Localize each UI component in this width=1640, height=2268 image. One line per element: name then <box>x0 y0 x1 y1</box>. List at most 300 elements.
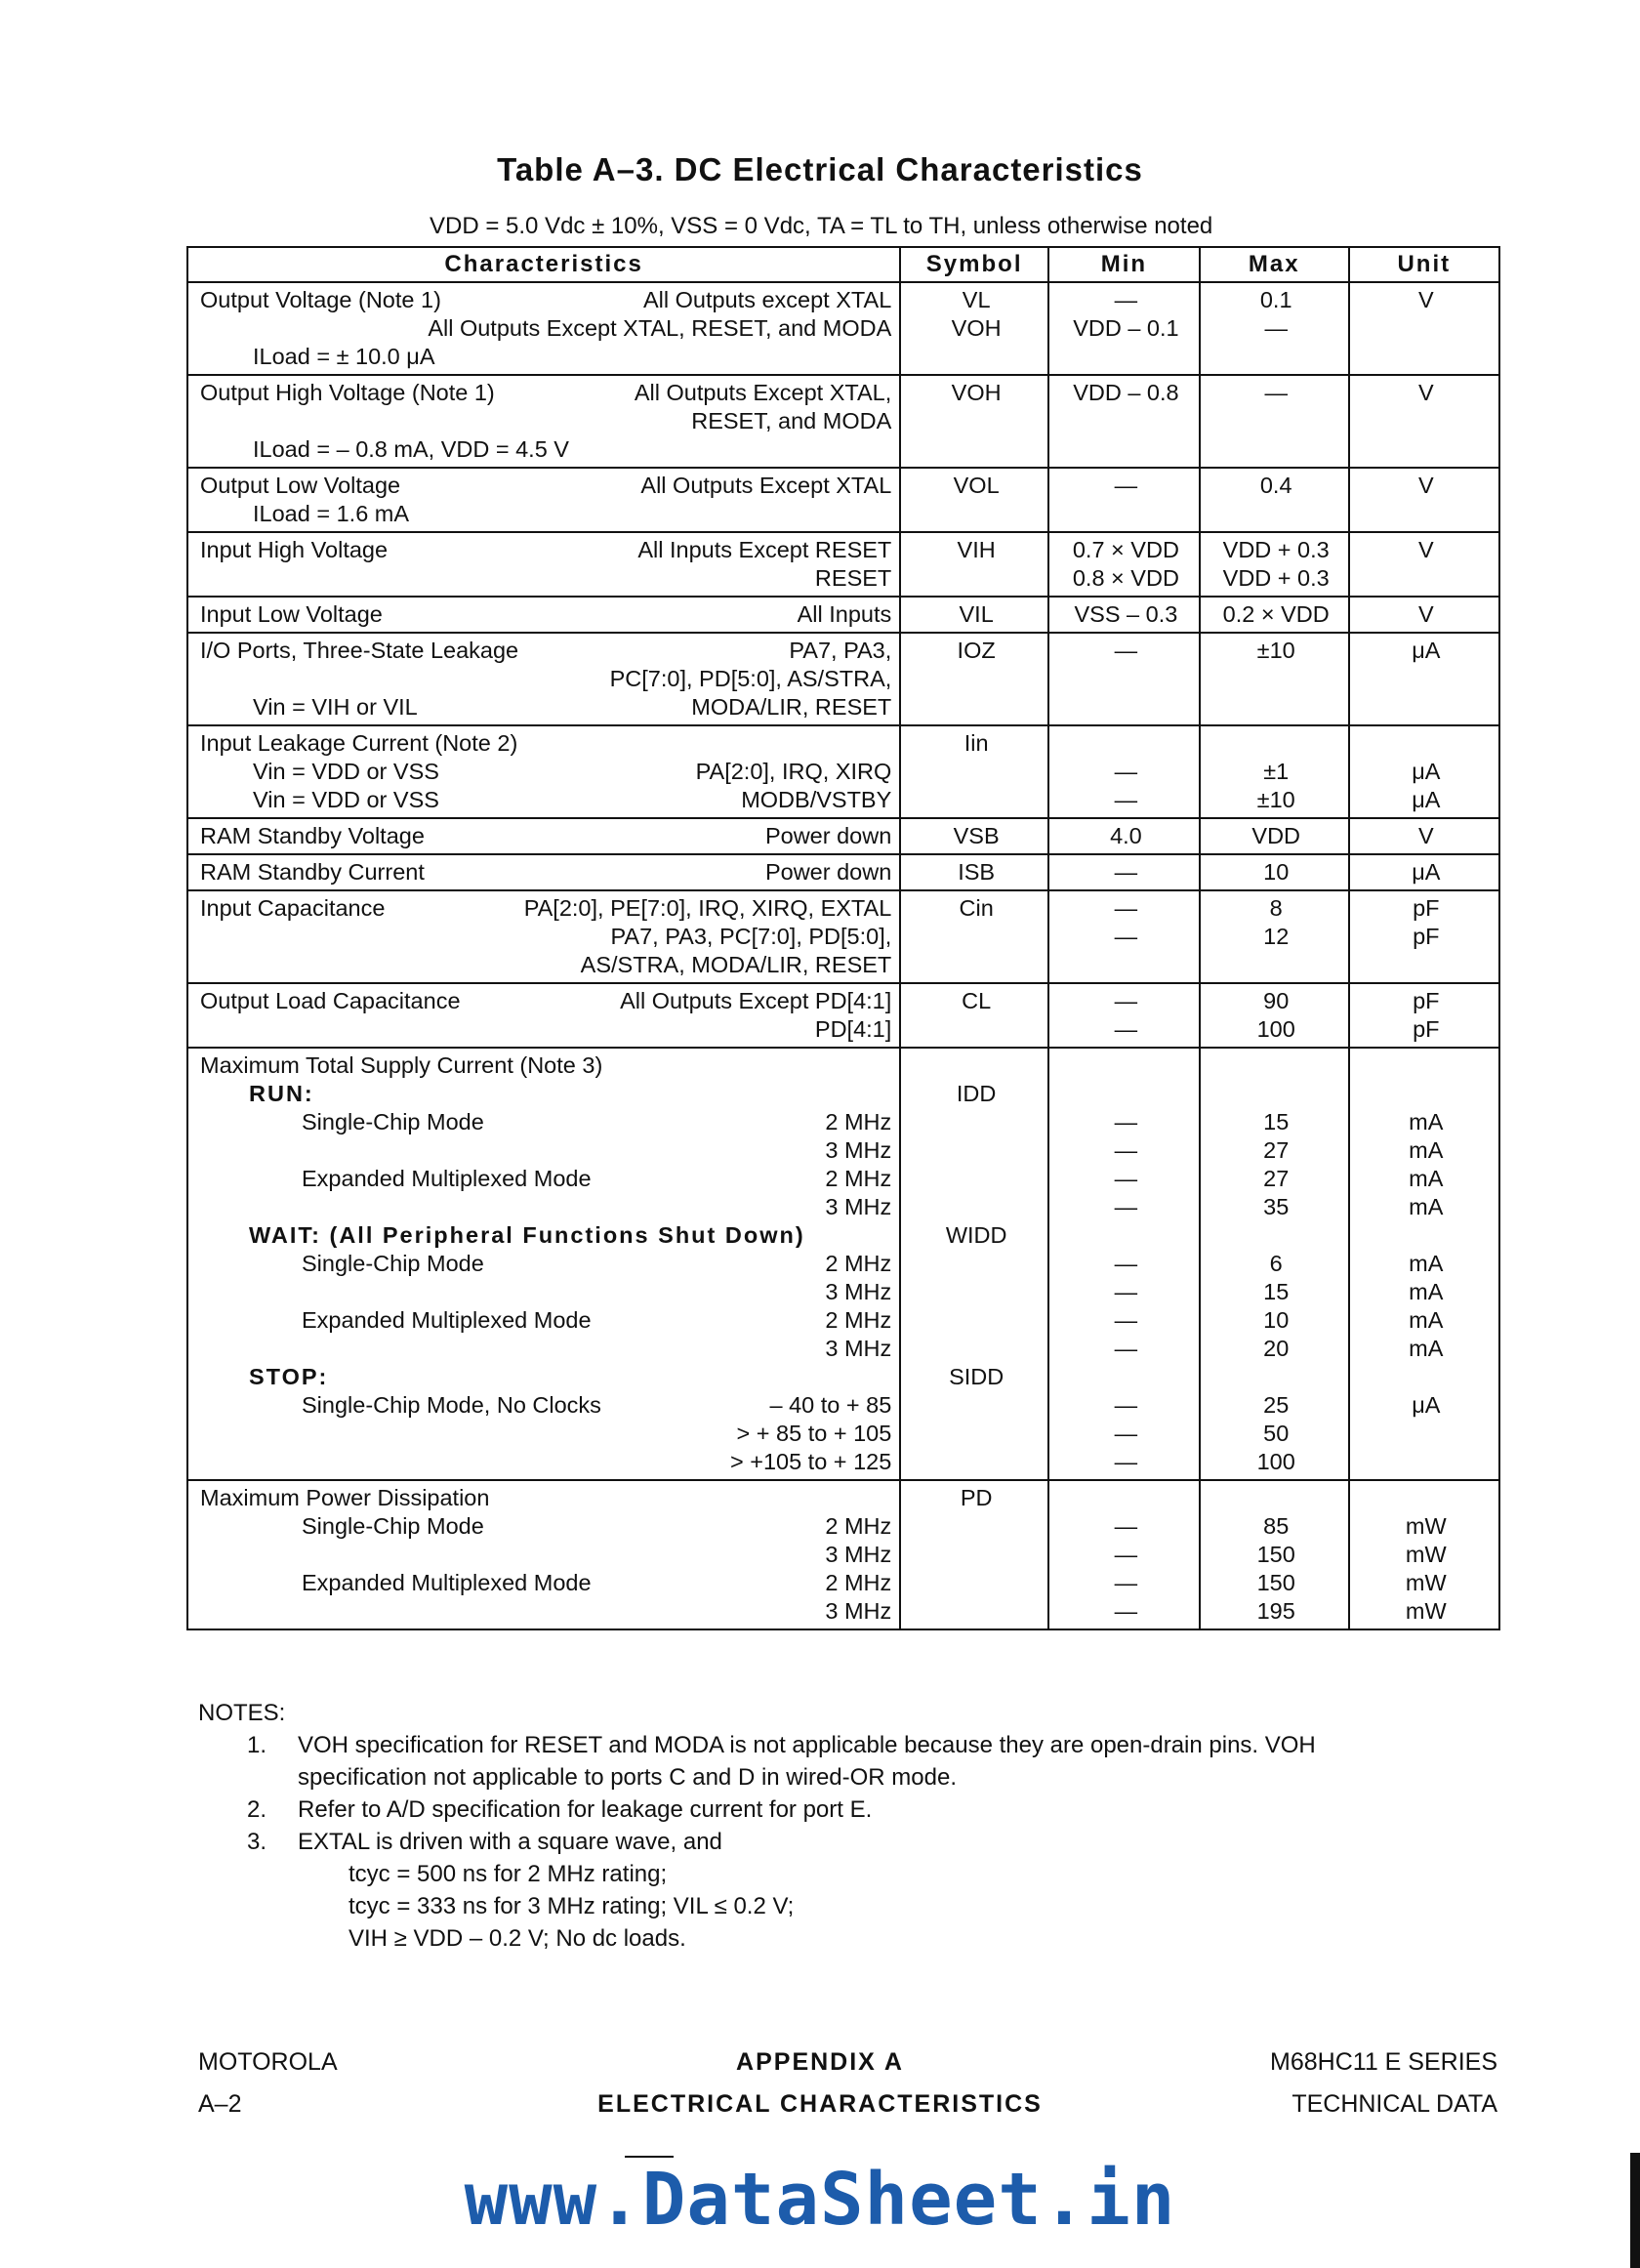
table-row <box>187 725 1499 818</box>
symbol-value: CL <box>962 988 992 1013</box>
unit-value <box>1362 1448 1491 1476</box>
min-cell <box>1048 532 1200 597</box>
min-value: — <box>1114 859 1138 885</box>
symbol-value: VOH <box>951 315 1002 341</box>
table-row <box>187 1480 1499 1629</box>
characteristic-condition: 3 MHz <box>825 1336 892 1361</box>
characteristic-cell <box>187 983 900 1048</box>
characteristic-label: Vin = VIH or VIL <box>253 694 418 720</box>
symbol-value: VOH <box>951 380 1002 405</box>
unit-cell <box>1349 282 1499 375</box>
table-row <box>187 375 1499 468</box>
unit-cell <box>1349 1048 1499 1480</box>
max-value: VDD <box>1251 823 1301 848</box>
max-cell <box>1200 983 1349 1048</box>
table-row <box>187 468 1499 532</box>
max-value <box>1212 1080 1340 1108</box>
max-value: ±10 <box>1256 638 1295 663</box>
min-value: — <box>1114 924 1138 949</box>
characteristic-cell <box>187 1048 900 1480</box>
dc-characteristics-table <box>186 246 1500 1630</box>
unit-cell <box>1349 1480 1499 1629</box>
footer-doc-type: TECHNICAL DATA <box>1292 2090 1497 2118</box>
table-conditions: VDD = 5.0 Vdc ± 10%, VSS = 0 Vdc, TA = TL to TH, unless otherwise noted <box>430 213 1213 239</box>
unit-value: V <box>1417 537 1434 562</box>
unit-value: pF <box>1413 1016 1440 1042</box>
symbol-value <box>913 1250 1040 1278</box>
min-cell <box>1048 725 1200 818</box>
symbol-value <box>913 1052 1040 1080</box>
symbol-value: IDD <box>956 1081 997 1106</box>
unit-value: μA <box>1412 787 1441 812</box>
characteristic-condition: 2 MHz <box>825 1513 892 1539</box>
symbol-value: Cin <box>959 895 994 921</box>
unit-value: mA <box>1409 1166 1444 1191</box>
max-cell <box>1200 532 1349 597</box>
min-cell <box>1048 983 1200 1048</box>
characteristic-condition: 3 MHz <box>825 1598 892 1624</box>
symbol-value: Iin <box>964 730 989 756</box>
note-item <box>247 1826 1469 1955</box>
footer-section: ELECTRICAL CHARACTERISTICS <box>597 2090 1043 2118</box>
characteristic-label: Output Load Capacitance <box>200 988 461 1013</box>
unit-cell <box>1349 375 1499 468</box>
characteristic-condition: 2 MHz <box>825 1109 892 1134</box>
max-value: 0.1 <box>1259 287 1292 312</box>
unit-value: pF <box>1413 988 1440 1013</box>
footer-series: M68HC11 E SERIES <box>1270 2048 1497 2076</box>
min-cell <box>1048 818 1200 854</box>
table-row <box>187 983 1499 1048</box>
table-row <box>187 1048 1499 1480</box>
characteristic-label: STOP: <box>249 1364 329 1389</box>
max-value: 195 <box>1256 1598 1295 1624</box>
characteristic-condition: 3 MHz <box>825 1137 892 1163</box>
characteristic-condition: All Outputs Except XTAL <box>640 473 892 498</box>
table-header-row <box>187 247 1499 282</box>
max-value: 100 <box>1256 1449 1295 1474</box>
characteristic-label: Maximum Power Dissipation <box>200 1485 490 1510</box>
symbol-cell <box>900 532 1048 597</box>
characteristic-condition: 2 MHz <box>825 1166 892 1191</box>
symbol-cell <box>900 983 1048 1048</box>
characteristic-label: Single-Chip Mode, No Clocks <box>302 1392 601 1418</box>
watermark-link[interactable]: www.DataSheet.in <box>464 2158 1176 2242</box>
min-value: — <box>1114 1542 1138 1567</box>
table-row <box>187 633 1499 725</box>
min-value: — <box>1114 1598 1138 1624</box>
unit-cell <box>1349 983 1499 1048</box>
max-cell <box>1200 375 1349 468</box>
characteristic-condition: Power down <box>764 859 892 885</box>
characteristic-label: Single-Chip Mode <box>302 1109 484 1134</box>
characteristic-label: Input Capacitance <box>200 895 386 921</box>
characteristic-condition: PC[7:0], PD[5:0], AS/STRA, <box>609 666 892 691</box>
max-value: VDD + 0.3 <box>1222 565 1330 591</box>
characteristic-cell <box>187 725 900 818</box>
unit-cell <box>1349 633 1499 725</box>
symbol-cell <box>900 633 1048 725</box>
max-value: — <box>1264 380 1288 405</box>
characteristic-label: Expanded Multiplexed Mode <box>302 1307 592 1333</box>
symbol-value <box>913 1136 1040 1165</box>
max-cell <box>1200 468 1349 532</box>
max-cell <box>1200 1048 1349 1480</box>
note-text: Refer to A/D specification for leakage current for port E. <box>298 1796 873 1823</box>
min-value: — <box>1114 895 1138 921</box>
characteristic-condition: RESET <box>814 565 892 591</box>
characteristic-condition: All Inputs Except RESET <box>637 537 892 562</box>
characteristic-label: Maximum Total Supply Current (Note 3) <box>200 1052 603 1078</box>
characteristic-label: Vin = VDD or VSS <box>253 759 439 784</box>
characteristic-cell <box>187 633 900 725</box>
min-value: — <box>1114 1336 1138 1361</box>
note-item <box>247 1729 1469 1794</box>
max-value: 85 <box>1263 1513 1290 1539</box>
characteristic-label: Expanded Multiplexed Mode <box>302 1166 592 1191</box>
symbol-cell <box>900 818 1048 854</box>
characteristic-label: Output Low Voltage <box>200 473 401 498</box>
max-cell <box>1200 633 1349 725</box>
min-cell <box>1048 597 1200 633</box>
characteristic-label: Input Low Voltage <box>200 601 383 627</box>
characteristic-cell <box>187 532 900 597</box>
table-row <box>187 854 1499 890</box>
max-cell <box>1200 890 1349 983</box>
characteristic-cell <box>187 1480 900 1629</box>
max-value: — <box>1264 315 1288 341</box>
max-value: 15 <box>1263 1109 1290 1134</box>
characteristic-label: RUN: <box>249 1081 314 1106</box>
characteristic-condition: All Outputs except XTAL <box>643 287 892 312</box>
unit-cell <box>1349 818 1499 854</box>
characteristic-condition: All Outputs Except XTAL, <box>634 380 892 405</box>
symbol-value <box>913 1193 1040 1221</box>
symbol-value <box>913 1108 1040 1136</box>
min-value: — <box>1114 287 1138 312</box>
unit-cell <box>1349 532 1499 597</box>
min-value <box>1061 1080 1191 1108</box>
min-cell <box>1048 1480 1200 1629</box>
unit-value <box>1362 1221 1491 1250</box>
table-row <box>187 597 1499 633</box>
unit-value: V <box>1417 380 1434 405</box>
max-value: 8 <box>1269 895 1283 921</box>
min-cell <box>1048 375 1200 468</box>
min-value: — <box>1114 1194 1138 1219</box>
max-cell <box>1200 597 1349 633</box>
characteristic-label: I/O Ports, Three-State Leakage <box>200 638 519 663</box>
unit-value: pF <box>1413 924 1440 949</box>
min-value: — <box>1114 1392 1138 1418</box>
characteristic-cell <box>187 375 900 468</box>
characteristic-cell <box>187 890 900 983</box>
symbol-value <box>913 1306 1040 1335</box>
unit-cell <box>1349 890 1499 983</box>
min-cell <box>1048 633 1200 725</box>
symbol-value <box>913 1278 1040 1306</box>
symbol-cell <box>900 1048 1048 1480</box>
symbol-value: WIDD <box>945 1222 1007 1248</box>
unit-value: mW <box>1405 1570 1447 1595</box>
note-subtext: tcyc = 333 ns for 3 MHz rating; VIL ≤ 0.2 V; <box>348 1893 795 1919</box>
min-cell <box>1048 468 1200 532</box>
max-value: 35 <box>1263 1194 1290 1219</box>
symbol-cell <box>900 375 1048 468</box>
characteristic-condition: RESET, and MODA <box>691 408 892 433</box>
symbol-value <box>913 1335 1040 1363</box>
note-number: 3. <box>247 1829 267 1855</box>
min-cell <box>1048 282 1200 375</box>
min-value: — <box>1114 1016 1138 1042</box>
unit-value: mA <box>1409 1307 1444 1333</box>
unit-value <box>1362 1080 1491 1108</box>
note-text: VOH specification for RESET and MODA is not applicable because they are open-drain pins. VOH <box>298 1732 1316 1758</box>
symbol-cell <box>900 597 1048 633</box>
characteristic-label: Input Leakage Current (Note 2) <box>200 730 518 756</box>
symbol-value: SIDD <box>949 1364 1004 1389</box>
max-value <box>1212 1221 1340 1250</box>
max-value: 150 <box>1256 1570 1295 1595</box>
unit-value: mA <box>1409 1336 1444 1361</box>
min-value: — <box>1114 1279 1138 1304</box>
characteristic-label: Input High Voltage <box>200 537 389 562</box>
unit-value: V <box>1417 287 1434 312</box>
max-value: ±10 <box>1256 787 1295 812</box>
min-value: 0.8 × VDD <box>1072 565 1179 591</box>
symbol-cell <box>900 468 1048 532</box>
symbol-value: ISB <box>958 859 996 885</box>
max-value: 100 <box>1256 1016 1295 1042</box>
footer-appendix: APPENDIX A <box>736 2048 904 2076</box>
characteristic-condition: 3 MHz <box>825 1542 892 1567</box>
symbol-cell <box>900 1480 1048 1629</box>
unit-value <box>1362 1484 1491 1512</box>
footer-page-number: A–2 <box>198 2090 242 2118</box>
characteristic-label: Output Voltage (Note 1) <box>200 287 441 312</box>
characteristic-label: Single-Chip Mode <box>302 1513 484 1539</box>
max-value: 15 <box>1263 1279 1290 1304</box>
unit-value: V <box>1417 823 1434 848</box>
min-cell <box>1048 1048 1200 1480</box>
max-value <box>1212 1052 1340 1080</box>
characteristic-condition: AS/STRA, MODA/LIR, RESET <box>580 952 892 977</box>
characteristic-condition: – 40 to + 85 <box>769 1392 892 1418</box>
unit-value: mW <box>1405 1513 1447 1539</box>
min-value: 4.0 <box>1110 823 1142 848</box>
characteristic-label: Single-Chip Mode <box>302 1251 484 1276</box>
table-row <box>187 282 1499 375</box>
table-row <box>187 532 1499 597</box>
symbol-cell <box>900 725 1048 818</box>
unit-value: pF <box>1413 895 1440 921</box>
characteristic-condition: 2 MHz <box>825 1307 892 1333</box>
characteristic-label: Output High Voltage (Note 1) <box>200 380 495 405</box>
characteristic-label: ILoad = – 0.8 mA, VDD = 4.5 V <box>253 436 569 462</box>
max-cell <box>1200 1480 1349 1629</box>
max-value <box>1212 1363 1340 1391</box>
min-value: VDD – 0.8 <box>1073 380 1179 405</box>
symbol-value: VL <box>962 287 991 312</box>
unit-value: μA <box>1412 638 1441 663</box>
unit-value: μA <box>1412 859 1441 885</box>
min-value <box>1061 1363 1191 1391</box>
characteristic-condition: > + 85 to + 105 <box>736 1421 892 1446</box>
notes-section <box>198 1697 1469 1955</box>
max-value: 90 <box>1263 988 1290 1013</box>
max-value <box>1212 1484 1340 1512</box>
symbol-cell <box>900 282 1048 375</box>
max-value <box>1212 729 1340 758</box>
max-value: 6 <box>1269 1251 1283 1276</box>
characteristic-condition: 3 MHz <box>825 1279 892 1304</box>
note-text: EXTAL is driven with a square wave, and <box>298 1829 722 1855</box>
symbol-value <box>913 1165 1040 1193</box>
max-value: 150 <box>1256 1542 1295 1567</box>
min-value: — <box>1114 1166 1138 1191</box>
notes-heading: NOTES: <box>198 1700 286 1726</box>
table-body <box>187 282 1499 1629</box>
unit-cell <box>1349 725 1499 818</box>
max-value: VDD + 0.3 <box>1222 537 1330 562</box>
min-value: VDD – 0.1 <box>1073 315 1179 341</box>
characteristic-label: Expanded Multiplexed Mode <box>302 1570 592 1595</box>
max-value: 10 <box>1263 859 1290 885</box>
max-value: ±1 <box>1263 759 1290 784</box>
characteristic-cell <box>187 818 900 854</box>
unit-value: V <box>1417 473 1434 498</box>
characteristic-cell <box>187 468 900 532</box>
max-cell <box>1200 854 1349 890</box>
characteristic-condition: All Inputs <box>797 601 892 627</box>
note-number: 2. <box>247 1796 267 1823</box>
min-value: — <box>1114 759 1138 784</box>
table-title: Table A–3. DC Electrical Characteristics <box>497 151 1143 187</box>
symbol-cell <box>900 854 1048 890</box>
header-min: Min <box>1048 247 1200 282</box>
characteristic-cell <box>187 597 900 633</box>
notes-list <box>198 1729 1469 1955</box>
note-number: 1. <box>247 1732 267 1758</box>
unit-value: mA <box>1409 1137 1444 1163</box>
min-value: — <box>1114 1421 1138 1446</box>
max-value: 20 <box>1263 1336 1290 1361</box>
unit-value: mA <box>1409 1194 1444 1219</box>
min-value: — <box>1114 1449 1138 1474</box>
characteristic-label: RAM Standby Current <box>200 859 425 885</box>
unit-value: μA <box>1412 759 1441 784</box>
max-cell <box>1200 818 1349 854</box>
min-value: — <box>1114 787 1138 812</box>
min-value: — <box>1114 638 1138 663</box>
note-subtext: tcyc = 500 ns for 2 MHz rating; <box>348 1861 668 1887</box>
characteristic-condition: Power down <box>764 823 892 848</box>
note-subtext: VIH ≥ VDD – 0.2 V; No dc loads. <box>348 1925 686 1952</box>
min-value <box>1061 1484 1191 1512</box>
characteristic-label: Vin = VDD or VSS <box>253 787 439 812</box>
min-value: — <box>1114 1137 1138 1163</box>
symbol-value: PD <box>960 1485 993 1510</box>
max-value: 25 <box>1263 1392 1290 1418</box>
footer-brand: MOTOROLA <box>198 2048 338 2076</box>
symbol-value: IOZ <box>957 638 996 663</box>
unit-value: mW <box>1405 1598 1447 1624</box>
unit-value: mA <box>1409 1279 1444 1304</box>
symbol-value: VIL <box>959 601 994 627</box>
min-value: — <box>1114 1307 1138 1333</box>
unit-value: μA <box>1412 1392 1441 1418</box>
symbol-value: VSB <box>953 823 1000 848</box>
scan-edge-bar <box>1630 2153 1640 2268</box>
characteristic-label: RAM Standby Voltage <box>200 823 425 848</box>
min-value: — <box>1114 1109 1138 1134</box>
unit-value: mA <box>1409 1251 1444 1276</box>
max-value: 10 <box>1263 1307 1290 1333</box>
characteristic-condition: MODA/LIR, RESET <box>691 694 892 720</box>
max-value: 0.2 × VDD <box>1222 601 1330 627</box>
min-value: VSS – 0.3 <box>1074 601 1178 627</box>
min-value: — <box>1114 1570 1138 1595</box>
characteristic-condition: PA7, PA3, PC[7:0], PD[5:0], <box>610 924 892 949</box>
min-value: — <box>1114 1251 1138 1276</box>
unit-cell <box>1349 854 1499 890</box>
characteristic-condition: PA7, PA3, <box>789 638 892 663</box>
table-row <box>187 890 1499 983</box>
characteristic-condition: > +105 to + 125 <box>729 1449 892 1474</box>
min-value: — <box>1114 1513 1138 1539</box>
max-value: 27 <box>1263 1166 1290 1191</box>
symbol-cell <box>900 890 1048 983</box>
unit-cell <box>1349 597 1499 633</box>
min-value: — <box>1114 473 1138 498</box>
min-value <box>1061 1221 1191 1250</box>
max-value: 50 <box>1263 1421 1290 1446</box>
unit-value: V <box>1417 601 1434 627</box>
unit-value: mW <box>1405 1542 1447 1567</box>
characteristic-condition: All Outputs Except XTAL, RESET, and MODA <box>428 315 892 341</box>
max-cell <box>1200 725 1349 818</box>
characteristic-condition: PA[2:0], IRQ, XIRQ <box>695 759 892 784</box>
symbol-value: VOL <box>953 473 1000 498</box>
min-value <box>1061 1052 1191 1080</box>
unit-value <box>1362 1420 1491 1448</box>
note-text: specification not applicable to ports C and D in wired-OR mode. <box>298 1764 957 1791</box>
symbol-value: VIH <box>957 537 996 562</box>
characteristic-cell <box>187 854 900 890</box>
max-value: 0.4 <box>1259 473 1292 498</box>
characteristic-label: WAIT: (All Peripheral Functions Shut Down) <box>249 1222 805 1248</box>
min-value: 0.7 × VDD <box>1072 537 1179 562</box>
unit-value <box>1362 1052 1491 1080</box>
characteristic-label: ILoad = ± 10.0 μA <box>253 344 435 369</box>
characteristic-condition: 2 MHz <box>825 1570 892 1595</box>
characteristic-condition: PA[2:0], PE[7:0], IRQ, XIRQ, EXTAL <box>523 895 892 921</box>
characteristic-label: ILoad = 1.6 mA <box>253 501 410 526</box>
max-cell <box>1200 282 1349 375</box>
min-value <box>1061 729 1191 758</box>
table-row <box>187 818 1499 854</box>
min-cell <box>1048 890 1200 983</box>
header-max: Max <box>1200 247 1349 282</box>
max-value: 12 <box>1263 924 1290 949</box>
unit-value <box>1362 729 1491 758</box>
min-cell <box>1048 854 1200 890</box>
characteristic-condition: 3 MHz <box>825 1194 892 1219</box>
characteristic-condition: 2 MHz <box>825 1251 892 1276</box>
unit-value: mA <box>1409 1109 1444 1134</box>
characteristic-condition: All Outputs Except PD[4:1] <box>620 988 892 1013</box>
unit-cell <box>1349 468 1499 532</box>
